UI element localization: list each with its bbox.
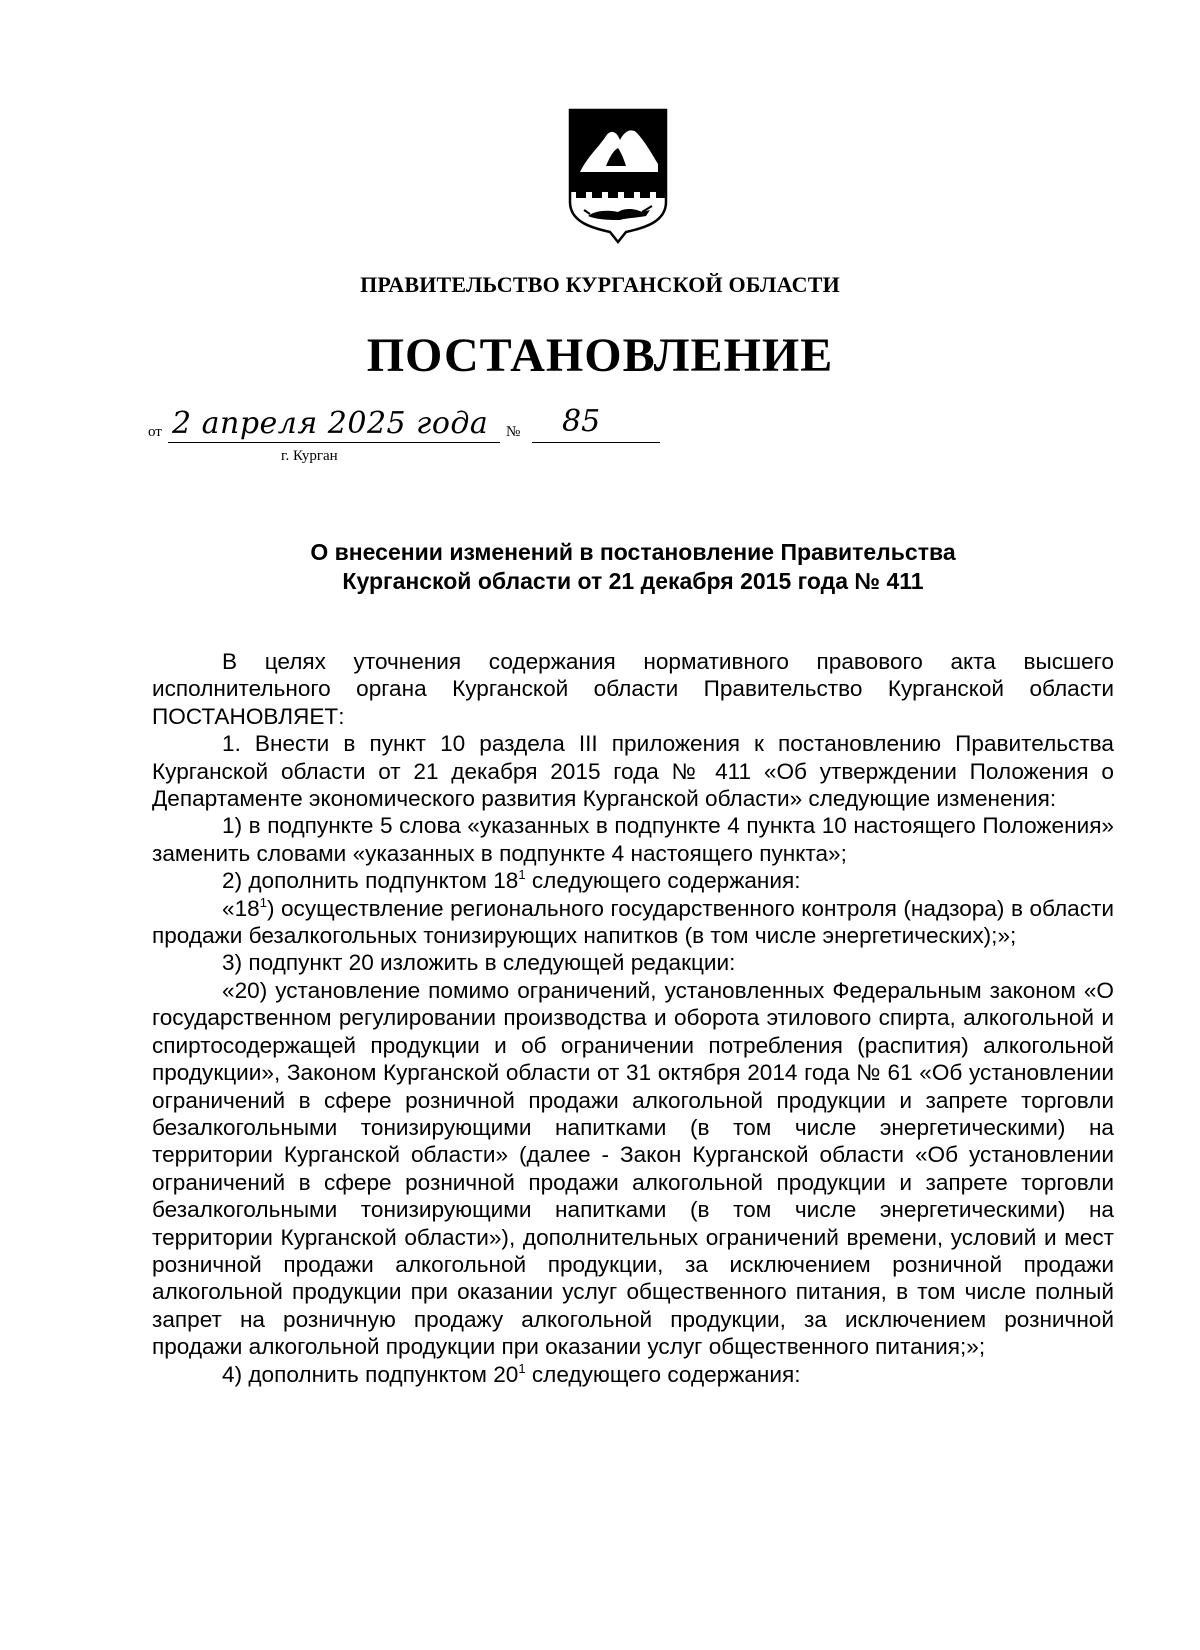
subitem-18-1-paragraph: «$18^1$) осуществление регионального государственного контроля (надзора) в области продажи безалкогольных тонизирующих напитков (в том числе энергетических);»; (152, 894, 1114, 949)
subitem-4-paragraph: 4) дополнить подпунктом $20^1$ следующего содержания: (222, 1360, 801, 1387)
number-label: № (506, 424, 521, 440)
title-line-2: Курганской области от 21 декабря 2015 года № 411 (342, 568, 924, 594)
subitem-2-paragraph: 2) дополнить подпунктом $18^1$ следующего содержания: (222, 867, 801, 894)
date-prefix-label: от (148, 424, 162, 440)
preamble-paragraph: В целях уточнения содержания нормативного правового акта высшего исполнительного органа Курганской области Правительство Курганской области ПОСТАНОВЛЯЕТ: (152, 649, 1114, 729)
date-underline (168, 442, 500, 443)
document-title (150, 538, 1116, 596)
subitem-3-paragraph: 3) подпункт 20 изложить в следующей редакции: (222, 950, 736, 976)
subitem-1-paragraph: 1) в подпункте 5 слова «указанных в подпункте 4 пункта 10 настоящего Положения» заменить словами «указанных в подпункте 4 настоящего пункта»; (152, 813, 1114, 866)
item-1-paragraph: 1. Внести в пункт 10 раздела III приложения к постановлению Правительства Курганской области от 21 декабря 2015 года № 411 «Об утверждении Положения о Департаменте экономического развития Курганской области» следующие изменения: (152, 731, 1114, 812)
title-line-1: О внесении изменений в постановление Правительства (310, 539, 956, 565)
handwritten-date: 2 апреля 2025 года (172, 406, 489, 441)
organization-name: ПРАВИТЕЛЬСТВО КУРГАНСКОЙ ОБЛАСТИ (360, 272, 840, 297)
number-underline (532, 442, 660, 443)
subitem-20-paragraph: «20) установление помимо ограничений, установленных Федеральным законом «О государственном регулировании производства и оборота этилового спирта, алкогольной и спиртосодержащей продукции и об ограничении потребления (распития) алкогольной продукции», Законом Курганской области от 31 октября 2014 года № 61 «Об установлении ограничений в сфере розничной продажи алкогольной продукции и запрете торговли безалкогольными тонизирующими напитками (в том числе энергетическими) на территории Курганской области» (далее - Закон Курганской области «Об установлении ограничений в сфере розничной продажи алкогольной продукции и запрете торговли безалкогольными тонизирующими напитками (в том числе энергетическими) на территории Курганской области»), дополнительных ограничений времени, условий и мест розничной продажи алкогольной продукции, за исключением розничной продажи алкогольной продукции при оказании услуг общественного питания, в том числе полный запрет на розничную продажу алкогольной продукции, за исключением розничной продажи алкогольной продукции при оказании услуг общественного питания;»; (152, 977, 1114, 1360)
document-body (152, 648, 1114, 1388)
handwritten-number: 85 (562, 404, 601, 439)
coat-of-arms-icon (566, 106, 670, 248)
city-label: г. Курган (281, 448, 338, 464)
document-type-heading: ПОСТАНОВЛЕНИЕ (366, 329, 834, 382)
date-number-line (148, 404, 668, 464)
